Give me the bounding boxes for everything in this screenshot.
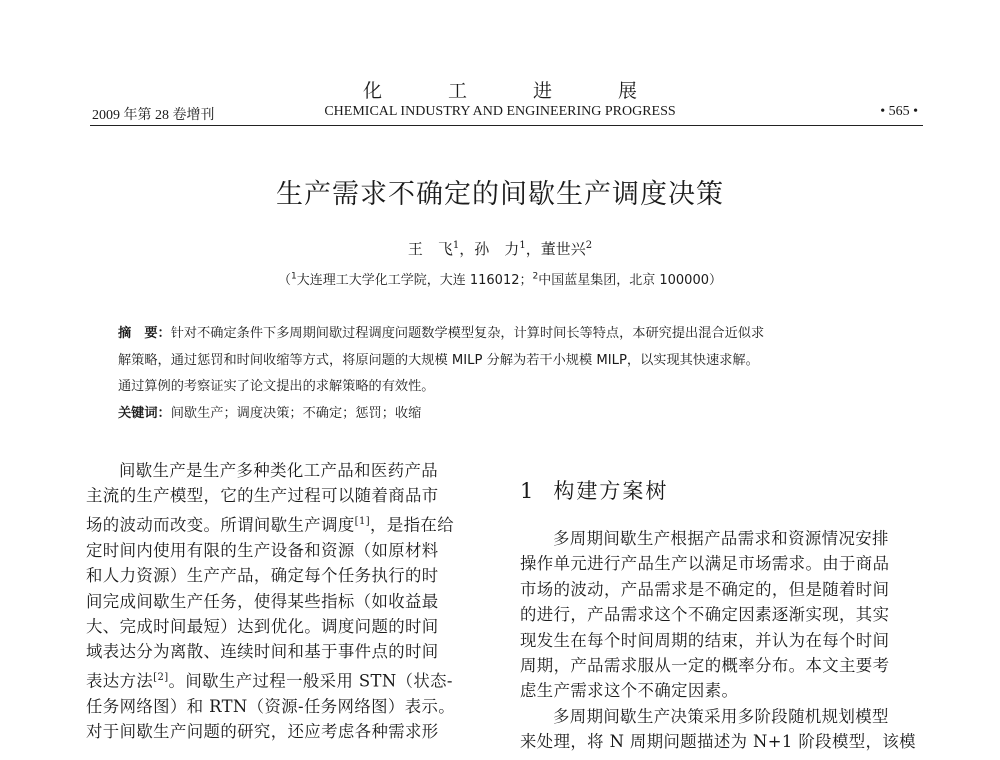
- body-text: 场的波动而改变。所谓间歇生产调度: [86, 515, 355, 535]
- journal-title-english: CHEMICAL INDUSTRY AND ENGINEERING PROGRESS: [324, 104, 676, 119]
- affiliation-mark: 2: [532, 271, 539, 282]
- body-left-column: [86, 458, 491, 744]
- abstract-text: 针对不确定条件下多周期间歇过程调度问题数学模型复杂，计算时间长等特点，本研究提出混合近似求: [170, 326, 765, 341]
- body-line: 多周期间歇生产决策采用多阶段随机规划模型: [553, 706, 889, 726]
- body-line: 任务网络图）和 RTN（资源-任务网络图）表示。: [86, 696, 456, 716]
- abstract-label: 摘 要：: [118, 326, 171, 341]
- abstract-line: 通过算例的考察证实了论文提出的求解策略的有效性。: [118, 379, 435, 394]
- affiliation: [0, 269, 1000, 288]
- author-affiliation-mark: 1: [519, 240, 526, 251]
- author-name: 王 飞: [407, 240, 453, 258]
- header-rule: [90, 125, 923, 126]
- body-line: 的进行，产品需求这个不确定因素逐渐实现，其实: [520, 605, 890, 625]
- body-line: 主流的生产模型，它的生产过程可以随着商品市: [86, 486, 439, 506]
- body-line: 现发生在每个时间周期的结束，并认为在每个时间: [520, 630, 890, 650]
- body-line: 市场的波动，产品需求是不确定的，但是随着时间: [520, 579, 890, 599]
- body-text: 表达方法: [86, 671, 154, 691]
- citation-ref: [2]: [153, 671, 169, 683]
- abstract-line: [118, 321, 898, 348]
- body-right-column: [520, 458, 925, 755]
- keywords-text: 间歇生产；调度决策；不确定；惩罚；收缩: [170, 405, 422, 421]
- body-line: 域表达分为离散、连续时间和基于事件点的时间: [86, 642, 439, 662]
- section-heading: [520, 478, 925, 504]
- body-text: 。间歇生产过程一般采用 STN（状态-: [168, 671, 453, 691]
- body-line: 和人力资源）生产产品，确定每个任务执行的时: [86, 566, 439, 586]
- keywords-label: 关键词：: [118, 405, 171, 421]
- citation-ref: [1]: [354, 515, 371, 527]
- body-line: 来处理，将 N 周期问题描述为 N+1 阶段模型，该模: [520, 732, 916, 752]
- body-line: 大、完成时间最短）达到优化。调度问题的时间: [86, 616, 439, 636]
- issue-info: 2009 年第 28 卷增刊: [92, 108, 215, 123]
- abstract-line: 解策略，通过惩罚和时间收缩等方式，将原问题的大规模 MILP 分解为若干小规模 MILP，以实现其快速求解。: [118, 352, 759, 368]
- author-separator: ，: [459, 240, 475, 258]
- body-line: 操作单元进行产品生产以满足市场需求。由于商品: [520, 554, 890, 574]
- author-name: 董世兴: [540, 240, 586, 258]
- section-title: 构建方案树: [553, 479, 669, 503]
- body-line: 周期，产品需求服从一定的概率分布。本文主要考: [520, 656, 890, 676]
- body-text: ，是指在给: [370, 515, 454, 535]
- affiliation-1: 大连理工大学化工学院，大连 116012；: [296, 273, 533, 288]
- page-number: • 565 •: [880, 104, 918, 119]
- body-line: 多周期间歇生产根据产品需求和资源情况安排: [553, 529, 889, 548]
- journal-title: 化 工 进 展: [362, 80, 668, 102]
- paper-title: 生产需求不确定的间歇生产调度决策: [276, 179, 724, 210]
- section-number: 1: [520, 479, 536, 503]
- affiliation-close-paren: ）: [709, 273, 723, 288]
- body-line: 间完成间歇生产任务，使得某些指标（如收益最: [86, 591, 439, 611]
- body-line: [86, 509, 491, 538]
- affiliation-open-paren: （: [277, 273, 291, 288]
- keywords-line: [118, 401, 898, 428]
- body-line: 定时间内使用有限的生产设备和资源（如原材料: [86, 540, 439, 560]
- author-name: 孙 力: [474, 240, 520, 258]
- author-affiliation-mark: 2: [585, 240, 593, 251]
- body-line: [86, 665, 491, 694]
- abstract: [118, 321, 898, 427]
- body-line: 对于间歇生产问题的研究，还应考虑各种需求形: [86, 722, 439, 741]
- body-line: 虑生产需求这个不确定因素。: [520, 681, 739, 701]
- author-affiliation-mark: 1: [452, 240, 460, 251]
- author-separator: ，: [525, 240, 541, 258]
- affiliation-mark: 1: [291, 271, 297, 282]
- author-list: [0, 238, 1000, 259]
- body-line: 间歇生产是生产多种类化工产品和医药产品: [119, 461, 439, 480]
- affiliation-2: 中国蓝星集团，北京 100000: [538, 273, 709, 288]
